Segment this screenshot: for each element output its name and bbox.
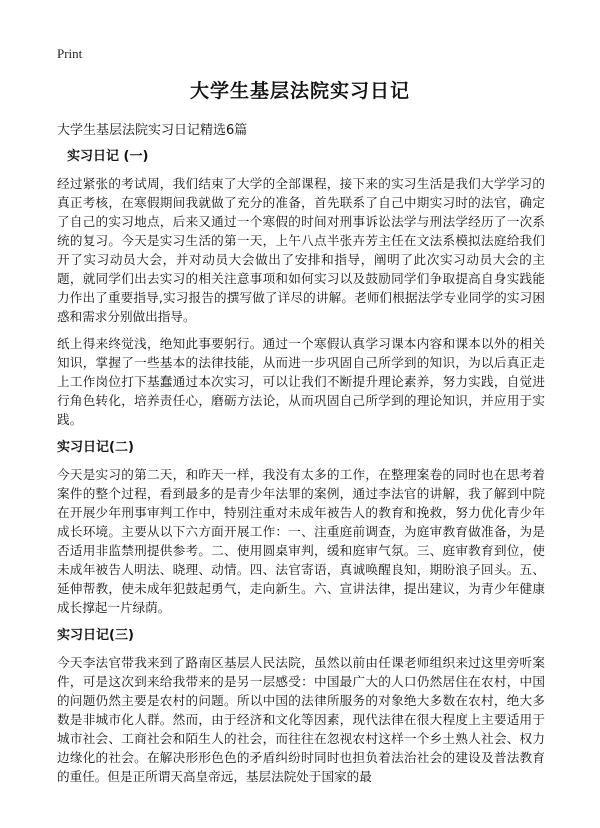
print-label[interactable]: Print: [57, 46, 83, 61]
section-2: [57, 437, 545, 617]
paragraph: 纸上得来终觉浅，绝知此事要躬行。通过一个寒假认真学习课本内容和课本以外的相关知识，掌握了一些基本的法律技能，从而进一步巩固自己所学到的知识，为以后真正走上工作岗位打下基蠢通过本次实习，可以让我们不断提升理论素养，努力实践，自觉进行角色转化，培养责任心，磨砺方法论，从而巩固自己所学到的理论知识，并应用于实践。: [57, 336, 545, 427]
paragraph: 今天是实习的第二天，和昨天一样，我没有太多的工作，在整理案卷的同时也在思考着案件的整个过程，看到最多的是青少年法罪的案例，通过李法官的讲解，我了解到中院在开展少年刑事审判工作中，特别注重对未成年被告人的教育和挽救，努力优化青少年成长环境。主要从以下六方面开展工作：一、注重庭前调查，为庭审教育做准备，为是否适用非监禁刑提供参考。二、使用圆桌审判，缓和庭审气氛。三、庭审教育到位，使未成年被告人明法、晓理、动情。四、法官寄语，真诚唤醒良知，期盼浪子回头。五、延伸帮教，使未成年犯鼓起勇气，走向新生。六、宣讲法律，提出建议，为青少年健康成长撑起一片绿荫。: [57, 467, 545, 615]
document-title: 大学生基层法院实习日记: [189, 80, 410, 102]
section-heading: 实习日记(二): [57, 440, 134, 455]
section-heading: 实习日记(三): [57, 628, 134, 643]
paragraph: 经过紧张的考试周，我们结束了大学的全部课程，接下来的实习生活是我们大学学习的真正考核，在寒假期间我就做了充分的准备，首先联系了自己中期实习时的法官，确定了自己的实习地点，后来又通过一个寒假的时间对刑事诉讼法学与刑法学经历了一次系统的复习。今天是实习生活的第一天，上午八点半张卉芳主任在文法系模拟法庭给我们开了实习动员大会，并对动员大会做出了安排和指导，阐明了此次实习动员大会的主题，就同学们出去实习的相关注意事项和如何实习以及鼓励同学们争取提高自身实践能力作出了重要指导,实习报告的撰写做了详尽的讲解。老师们根据法学专业同学的实习困惑和需求分别做出指导。: [57, 176, 545, 324]
section-3: [57, 625, 545, 786]
section-1: [57, 146, 545, 429]
document-body: [57, 146, 545, 794]
paragraph: 今天李法官带我来到了路南区基层人民法院，虽然以前由任课老师组织来过这里旁听案件，可是这次到来给我带来的是另一层感受：中国最广大的人口仍然居住在农村，中国的问题仍然主要是农村的问题。所以中国的法律所服务的对象绝大多数在农村，绝大多数是非城市化人群。然而，由于经济和文化等因素，现代法律在很大程度上主要适用于城市社会、工商社会和陌生人的社会，而往往在忽视农村这样一个乡土熟人社会、权力边缘化的社会。在解决形形色色的矛盾纠纷时同时也担负着法治社会的建设及普法教育的重任。但是正所谓天高皇帝远，基层法院处于国家的最: [57, 655, 545, 784]
document-subtitle: 大学生基层法院实习日记精选6篇: [57, 123, 248, 138]
section-heading: 实习日记 (一): [67, 149, 149, 164]
